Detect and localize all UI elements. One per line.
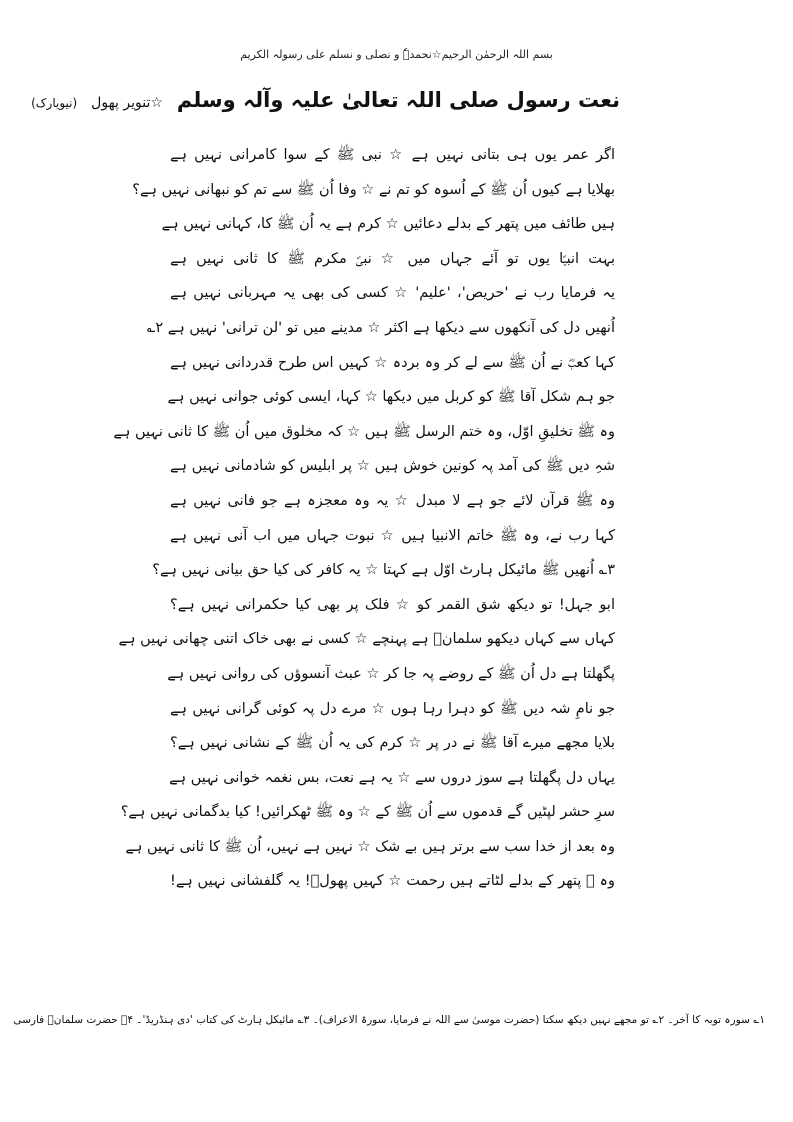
verse-line: ۳؎ اُنھیں ﷺ مائیکل ہارٹ اوّل ہے کہتا ☆ یہ کافر کی کیا حق بیانی نہیں ہے؟ bbox=[152, 562, 615, 579]
poet-name: ☆تنویر پھول bbox=[91, 95, 163, 111]
verse-line: بلایا مجھے میرے آقا ﷺ نے در پر ☆ کرم کی یہ اُن ﷺ کے نشانی نہیں ہے؟ bbox=[170, 735, 615, 752]
poet-city: (نیویارک) bbox=[31, 96, 78, 110]
verse-line: پگھلتا ہے دل اُن ﷺ کے روضے پہ جا کر ☆ عبث آنسوؤں کی روانی نہیں ہے bbox=[167, 665, 615, 682]
verse-line: جو ہم شکل آقا ﷺ کو کربل میں دیکھا ☆ کہا، ایسی کوئی جوانی نہیں ہے bbox=[167, 389, 615, 406]
footnotes: ۱؎ سورہ توبہ کا آخر۔ ۲؎ تو مجھے نہیں دیکھ سکتا (حضرت موسیٰ سے اللہ نے فرمایا، سورۃ الاعراف)۔ ۳؎ مائیکل ہارٹ کی کتاب 'دی ہنڈریڈ'۔ ۴؎ حضرت سلمانؓ فارسی bbox=[13, 1014, 765, 1026]
verse-line: کہاں سے کہاں دیکھو سلمانؓ ہے پہنچے ☆ کسی نے بھی خاک اتنی چھانی نہیں ہے bbox=[118, 631, 615, 648]
verse-line: بھلایا ہے کیوں اُن ﷺ کے اُسوہ کو تم نے ☆ وفا اُن ﷺ سے تم کو نبھانی نہیں ہے؟ bbox=[132, 181, 615, 198]
verse-line: وہ ﷺ تخلیقِ اوّل، وہ ختم الرسل ﷺ ہیں ☆ کہ مخلوق میں اُن ﷺ کا ثانی نہیں ہے bbox=[113, 423, 615, 440]
verse-line: وہ بعد از خدا سب سے برتر ہیں بے شک ☆ نہیں ہے نہیں، اُن ﷺ کا ثانی نہیں ہے bbox=[125, 838, 615, 855]
verse-line: اُنھیں دل کی آنکھوں سے دیکھا ہے اکثر ☆ مدینے میں تو 'لن ترانی' نہیں ہے ۲؎ bbox=[146, 319, 615, 336]
verse-line: وہ ﷺ قرآن لائے جو ہے لا مبدل ☆ یہ وہ معجزہ ہے جو فانی نہیں ہے bbox=[170, 492, 615, 509]
title-row bbox=[31, 88, 620, 112]
poem-verses bbox=[113, 138, 615, 899]
verse-line: شہِ دیں ﷺ کی آمد پہ کونین خوش ہیں ☆ پر ابلیس کو شادمانی نہیں ہے bbox=[170, 458, 615, 475]
verse-line: بہت انبیؑا یوں تو آئے جہاں میں ☆ نبیؐ مکرم ﷺ کا ثانی نہیں ہے bbox=[170, 250, 615, 267]
verse-line: وہ ﷺ پتھر کے بدلے لٹاتے ہیں رحمت ☆ کہیں پھولؔ! یہ گلفشانی نہیں ہے! bbox=[170, 873, 615, 890]
verse-line: ابو جہل! تو دیکھ شق القمر کو ☆ فلک پر بھی کیا حکمرانی نہیں ہے؟ bbox=[170, 596, 615, 613]
verse-line: کہا رب نے، وہ ﷺ خاتم الانبیا ہیں ☆ نبوت جہاں میں اب آنی نہیں ہے bbox=[170, 527, 615, 544]
bismillah-line: بسم اللہ الرحمٰن الرحیم☆نحمدہٗ و نصلی و نسلم علی رسولہ الکریم bbox=[240, 48, 553, 61]
verse-line: اگر عمر یوں ہی بتانی نہیں ہے ☆ نبی ﷺ کے سوا کامرانی نہیں ہے bbox=[170, 147, 615, 163]
verse-line: ہیں طائف میں پتھر کے بدلے دعائیں ☆ کرم ہے یہ اُن ﷺ کا، کہانی نہیں ہے bbox=[161, 216, 615, 233]
verse-line: کہا کعبؓ نے اُن ﷺ سے لے کر وہ بردہ ☆ کہیں اس طرح قدردانی نہیں ہے bbox=[170, 354, 615, 371]
verse-line: یہ فرمایا رب نے 'حریص'، 'علیم' ☆ کسی کی بھی یہ مہربانی نہیں ہے bbox=[170, 285, 615, 302]
poem-title: نعت رسول صلی اللہ تعالیٰ علیہ وآلہ وسلم bbox=[176, 88, 620, 112]
verse-line: جو نامِ شہ دیں ﷺ کو دہرا رہا ہوں ☆ مرے دل پہ کوئی گرانی نہیں ہے bbox=[170, 700, 615, 717]
verse-line: یہاں دل پگھلتا ہے سوز دروں سے ☆ یہ ہے نعت، بس نغمہ خوانی نہیں ہے bbox=[169, 769, 615, 786]
verse-line: سرِ حشر لپٹیں گے قدموں سے اُن ﷺ کے ☆ وہ ﷺ ٹھکرائیں! کیا بدگمانی نہیں ہے؟ bbox=[120, 804, 615, 821]
